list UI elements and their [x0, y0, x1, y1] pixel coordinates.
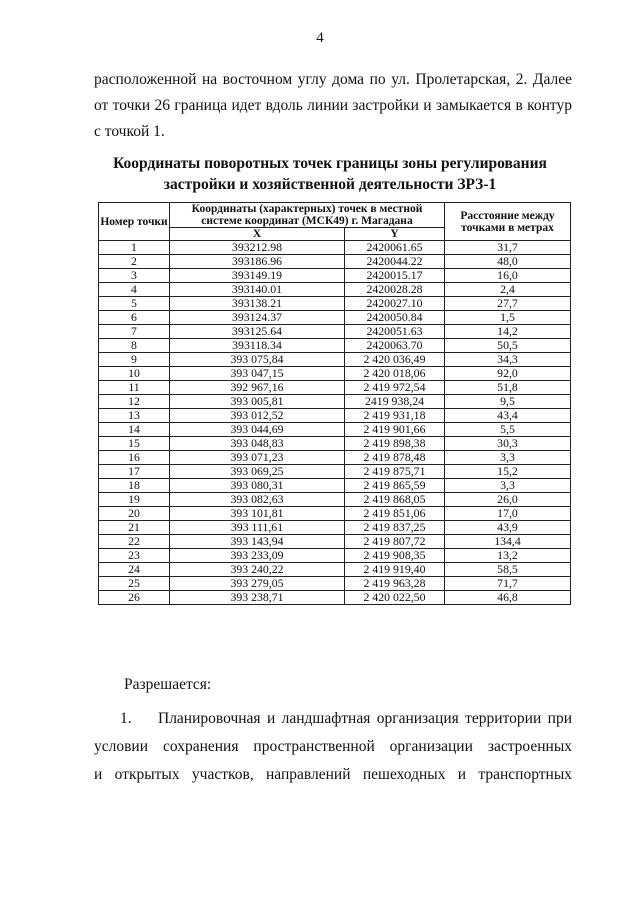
cell-distance: 15,2 — [445, 465, 571, 479]
cell-distance: 134,4 — [445, 535, 571, 549]
cell-y: 2 419 963,28 — [345, 577, 445, 591]
cell-distance: 13,2 — [445, 549, 571, 563]
cell-point-number: 14 — [99, 423, 170, 437]
cell-point-number: 23 — [99, 549, 170, 563]
cell-point-number: 3 — [99, 269, 170, 283]
cell-y: 2 419 807,72 — [345, 535, 445, 549]
cell-point-number: 12 — [99, 395, 170, 409]
cell-x: 393124.37 — [170, 311, 345, 325]
header-point-number: Номер точки — [99, 203, 170, 241]
cell-y: 2 419 972,54 — [345, 381, 445, 395]
cell-x: 393118.34 — [170, 339, 345, 353]
cell-point-number: 26 — [99, 591, 170, 605]
cell-point-number: 7 — [99, 325, 170, 339]
cell-y: 2 419 851,06 — [345, 507, 445, 521]
list-item-1 — [94, 705, 572, 789]
cell-y: 2 419 931,18 — [345, 409, 445, 423]
cell-distance: 43,4 — [445, 409, 571, 423]
cell-point-number: 9 — [99, 353, 170, 367]
table-row — [99, 353, 571, 367]
item-line — [94, 705, 572, 733]
table-title-line: Координаты поворотных точек границы зоны регулирования — [113, 155, 547, 172]
cell-y: 2 419 919,40 — [345, 563, 445, 577]
cell-y: 2 419 898,38 — [345, 437, 445, 451]
cell-point-number: 20 — [99, 507, 170, 521]
cell-y: 2 420 022,50 — [345, 591, 445, 605]
cell-x: 393 044,69 — [170, 423, 345, 437]
table-row — [99, 395, 571, 409]
header-distance: Расстояние между точками в метрах — [445, 203, 571, 241]
table-row — [99, 479, 571, 493]
cell-distance: 3,3 — [445, 451, 571, 465]
header-coordinates: Координаты (характерных) точек в местной системе координат (МСК49) г. Магадана — [170, 203, 445, 228]
cell-point-number: 15 — [99, 437, 170, 451]
cell-distance: 9,5 — [445, 395, 571, 409]
cell-y: 2420044.22 — [345, 255, 445, 269]
item-number: 1. — [120, 710, 132, 727]
cell-distance: 27,7 — [445, 297, 571, 311]
table-body — [99, 241, 571, 605]
table-row — [99, 269, 571, 283]
header-x: X — [170, 228, 345, 241]
cell-y: 2420015.17 — [345, 269, 445, 283]
cell-distance: 92,0 — [445, 367, 571, 381]
cell-distance: 71,7 — [445, 577, 571, 591]
cell-y: 2419 938,24 — [345, 395, 445, 409]
cell-x: 393 005,81 — [170, 395, 345, 409]
cell-x: 393 048,83 — [170, 437, 345, 451]
cell-x: 393 012,52 — [170, 409, 345, 423]
cell-distance: 5,5 — [445, 423, 571, 437]
cell-y: 2 419 878,48 — [345, 451, 445, 465]
cell-y: 2420028.28 — [345, 283, 445, 297]
cell-point-number: 2 — [99, 255, 170, 269]
cell-distance: 50,5 — [445, 339, 571, 353]
cell-y: 2420061.65 — [345, 241, 445, 255]
table-row — [99, 339, 571, 353]
cell-x: 393 101,81 — [170, 507, 345, 521]
item-line: условии сохранения пространственной организации застроенных — [94, 738, 572, 755]
cell-x: 393 279,05 — [170, 577, 345, 591]
cell-point-number: 22 — [99, 535, 170, 549]
table-row — [99, 437, 571, 451]
table-row — [99, 549, 571, 563]
cell-x: 393 240,22 — [170, 563, 345, 577]
cell-distance: 1,5 — [445, 311, 571, 325]
cell-x: 393 080,31 — [170, 479, 345, 493]
cell-distance: 46,8 — [445, 591, 571, 605]
intro-line: от точки 26 граница идет вдоль линии застройки и замыкается в контур — [94, 97, 572, 114]
cell-x: 393138.21 — [170, 297, 345, 311]
cell-distance: 48,0 — [445, 255, 571, 269]
table-row — [99, 283, 571, 297]
cell-point-number: 13 — [99, 409, 170, 423]
cell-x: 393 238,71 — [170, 591, 345, 605]
table-row — [99, 255, 571, 269]
cell-distance: 16,0 — [445, 269, 571, 283]
table-row — [99, 521, 571, 535]
cell-distance: 43,9 — [445, 521, 571, 535]
cell-x: 392 967,16 — [170, 381, 345, 395]
cell-point-number: 24 — [99, 563, 170, 577]
table-row — [99, 423, 571, 437]
cell-distance: 34,3 — [445, 353, 571, 367]
cell-y: 2420051.63 — [345, 325, 445, 339]
cell-point-number: 21 — [99, 521, 170, 535]
table-row — [99, 451, 571, 465]
cell-x: 393186.96 — [170, 255, 345, 269]
cell-distance: 2,4 — [445, 283, 571, 297]
cell-point-number: 19 — [99, 493, 170, 507]
intro-line: с точкой 1. — [94, 123, 165, 140]
intro-line: расположенной на восточном углу дома по ул. Пролетарская, 2. Далее — [94, 71, 572, 88]
cell-x: 393149.19 — [170, 269, 345, 283]
cell-point-number: 11 — [99, 381, 170, 395]
table-row — [99, 409, 571, 423]
cell-x: 393140.01 — [170, 283, 345, 297]
cell-y: 2 419 865,59 — [345, 479, 445, 493]
cell-distance: 3,3 — [445, 479, 571, 493]
cell-distance: 31,7 — [445, 241, 571, 255]
item-line: и открытых участков, направлений пешеходных и транспортных — [94, 766, 572, 783]
cell-point-number: 5 — [99, 297, 170, 311]
cell-point-number: 6 — [99, 311, 170, 325]
cell-distance: 58,5 — [445, 563, 571, 577]
cell-y: 2 419 875,71 — [345, 465, 445, 479]
cell-distance: 17,0 — [445, 507, 571, 521]
table-row — [99, 297, 571, 311]
cell-x: 393 075,84 — [170, 353, 345, 367]
table-title — [60, 153, 600, 195]
table-row — [99, 367, 571, 381]
table-row — [99, 381, 571, 395]
cell-point-number: 25 — [99, 577, 170, 591]
header-y: Y — [345, 228, 445, 241]
cell-point-number: 17 — [99, 465, 170, 479]
coordinates-table — [98, 202, 571, 605]
table-row — [99, 493, 571, 507]
table-row — [99, 507, 571, 521]
cell-point-number: 16 — [99, 451, 170, 465]
cell-point-number: 1 — [99, 241, 170, 255]
cell-distance: 26,0 — [445, 493, 571, 507]
cell-distance: 51,8 — [445, 381, 571, 395]
cell-point-number: 18 — [99, 479, 170, 493]
cell-y: 2 420 018,06 — [345, 367, 445, 381]
cell-x: 393 047,15 — [170, 367, 345, 381]
cell-y: 2 419 837,25 — [345, 521, 445, 535]
table-row — [99, 311, 571, 325]
table-title-line: застройки и хозяйственной деятельности ЗРЗ-1 — [163, 176, 497, 193]
table-row — [99, 577, 571, 591]
table-row — [99, 591, 571, 605]
cell-y: 2 419 908,35 — [345, 549, 445, 563]
cell-x: 393 233,09 — [170, 549, 345, 563]
cell-x: 393 069,25 — [170, 465, 345, 479]
cell-x: 393 143,94 — [170, 535, 345, 549]
allowed-heading: Разрешается: — [124, 676, 212, 693]
cell-x: 393 071,23 — [170, 451, 345, 465]
page-number: 4 — [316, 30, 324, 46]
table-row — [99, 563, 571, 577]
cell-x: 393212.98 — [170, 241, 345, 255]
cell-distance: 14,2 — [445, 325, 571, 339]
cell-y: 2420050.84 — [345, 311, 445, 325]
cell-point-number: 4 — [99, 283, 170, 297]
cell-point-number: 10 — [99, 367, 170, 381]
intro-paragraph — [94, 67, 572, 145]
cell-x: 393125.64 — [170, 325, 345, 339]
cell-y: 2 419 901,66 — [345, 423, 445, 437]
cell-x: 393 082,63 — [170, 493, 345, 507]
item-line-text: Планировочная и ландшафтная организация территории при — [158, 710, 572, 727]
cell-y: 2 419 868,05 — [345, 493, 445, 507]
cell-y: 2420063.70 — [345, 339, 445, 353]
cell-point-number: 8 — [99, 339, 170, 353]
table-row — [99, 535, 571, 549]
table-row — [99, 465, 571, 479]
table-row — [99, 241, 571, 255]
cell-x: 393 111,61 — [170, 521, 345, 535]
cell-y: 2420027.10 — [345, 297, 445, 311]
cell-y: 2 420 036,49 — [345, 353, 445, 367]
table-row — [99, 325, 571, 339]
cell-distance: 30,3 — [445, 437, 571, 451]
